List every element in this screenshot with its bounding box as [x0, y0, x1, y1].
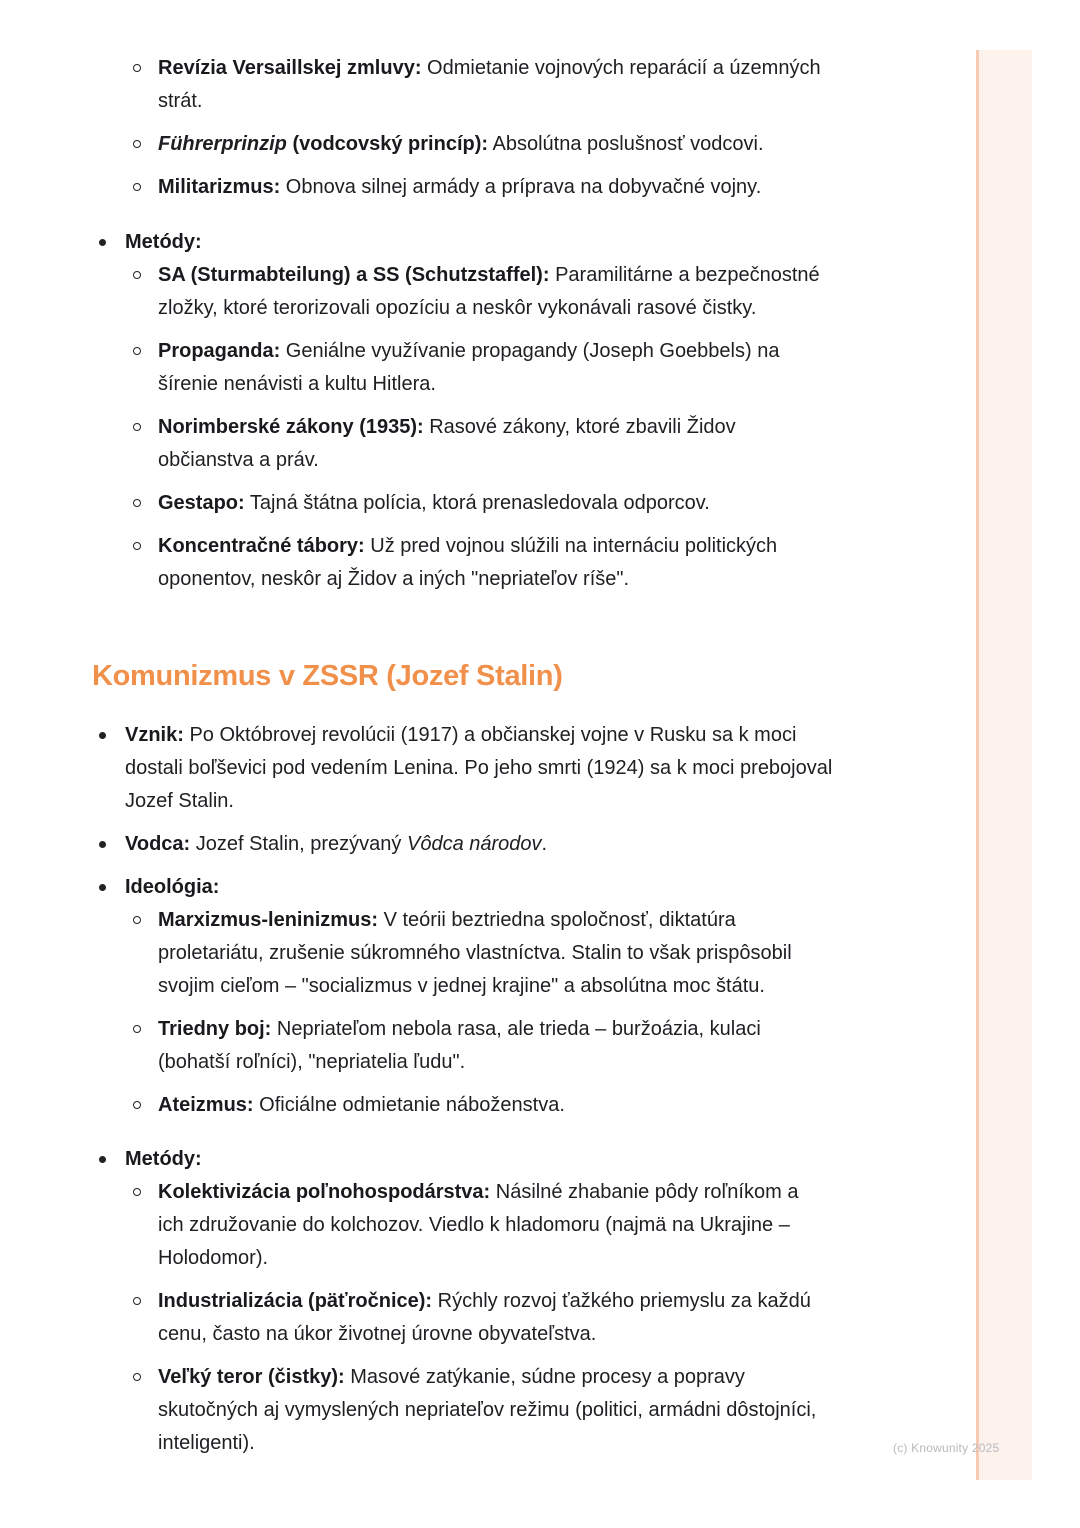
bullet-icon: [99, 841, 106, 848]
circle-bullet-icon: [133, 347, 141, 355]
list-item: Führerprinzip (vodcovský princíp): Absolútna poslušnosť vodcovi.: [125, 128, 826, 161]
circle-bullet-icon: [133, 183, 141, 191]
circle-bullet-icon: [133, 64, 141, 72]
soviet-methods: [0, 1143, 845, 1470]
bullet-icon: [99, 732, 106, 739]
list-item: Propaganda: Geniálne využívanie propagandy (Joseph Goebbels) na šírenie nenávisti a kultu Hitlera.: [125, 335, 826, 401]
circle-bullet-icon: [133, 271, 141, 279]
list-item: Marxizmus-leninizmus: V teórii beztriedna spoločnosť, diktatúra proletariátu, zrušenie súkromného vlastníctva. Stalin to však prispôsobil svojim cieľom – "socializmus v jednej krajine" a absolútna moc štátu.: [125, 904, 826, 1003]
bullet-item: Ideológia:: [0, 871, 845, 904]
bullet-icon: [99, 1156, 106, 1163]
circle-bullet-icon: [133, 499, 141, 507]
ideology-continued-list: [125, 52, 826, 214]
list-item: Triedny boj: Nepriateľom nebola rasa, ale trieda – buržoázia, kulaci (bohatší roľníci), "nepriatelia ľudu".: [125, 1013, 826, 1079]
list-item: Kolektivizácia poľnohospodárstva: Násilné zhabanie pôdy roľníkom a ich združovanie do kolchozov. Viedlo k hladomoru (najmä na Ukrajine – Holodomor).: [125, 1176, 826, 1275]
list-item: Gestapo: Tajná štátna polícia, ktorá prenasledovala odporcov.: [125, 487, 826, 520]
list-item: Industrializácia (päťročnice): Rýchly rozvoj ťažkého priemyslu za každú cenu, často na úkor životnej úrovne obyvateľstva.: [125, 1285, 826, 1351]
circle-bullet-icon: [133, 1188, 141, 1196]
right-margin-bar: [976, 50, 1032, 1480]
list-item: Ateizmus: Oficiálne odmietanie náboženstva.: [125, 1089, 826, 1122]
circle-bullet-icon: [133, 140, 141, 148]
list-item: Veľký teror (čistky): Masové zatýkanie, súdne procesy a popravy skutočných aj vymyslených nepriateľov režimu (politici, armádni dôstojníci, inteligenti).: [125, 1361, 826, 1460]
section-heading: Komunizmus v ZSSR (Jozef Stalin): [92, 660, 563, 692]
circle-bullet-icon: [133, 542, 141, 550]
bullet-item: Vodca: Jozef Stalin, prezývaný Vôdca národov.: [0, 828, 845, 861]
list-item: Militarizmus: Obnova silnej armády a príprava na dobyvačné vojny.: [125, 171, 826, 204]
circle-bullet-icon: [133, 423, 141, 431]
nazi-methods: [0, 226, 845, 606]
circle-bullet-icon: [133, 1025, 141, 1033]
bullet-item: Metódy:: [0, 1143, 845, 1176]
bullet-item: Metódy:: [0, 226, 845, 259]
list-item: Revízia Versaillskej zmluvy: Odmietanie vojnových reparácií a územných strát.: [125, 52, 826, 118]
soviet-section: [0, 719, 845, 1132]
circle-bullet-icon: [133, 1101, 141, 1109]
circle-bullet-icon: [133, 1373, 141, 1381]
bullet-icon: [99, 884, 106, 891]
watermark: (c) Knowunity 2025: [893, 1441, 1000, 1455]
list-item: Norimberské zákony (1935): Rasové zákony, ktoré zbavili Židov občianstva a práv.: [125, 411, 826, 477]
list-item: SA (Sturmabteilung) a SS (Schutzstaffel): Paramilitárne a bezpečnostné zložky, ktoré terorizovali opozíciu a neskôr vykonávali rasové čistky.: [125, 259, 826, 325]
list-item: Koncentračné tábory: Už pred vojnou slúžili na internáciu politických oponentov, neskôr aj Židov a iných "nepriateľov ríše".: [125, 530, 826, 596]
bullet-item: Vznik: Po Októbrovej revolúcii (1917) a občianskej vojne v Rusku sa k moci dostali boľševici pod vedením Lenina. Po jeho smrti (1924) sa k moci prebojoval Jozef Stalin.: [0, 719, 845, 818]
bullet-icon: [99, 239, 106, 246]
circle-bullet-icon: [133, 1297, 141, 1305]
circle-bullet-icon: [133, 916, 141, 924]
